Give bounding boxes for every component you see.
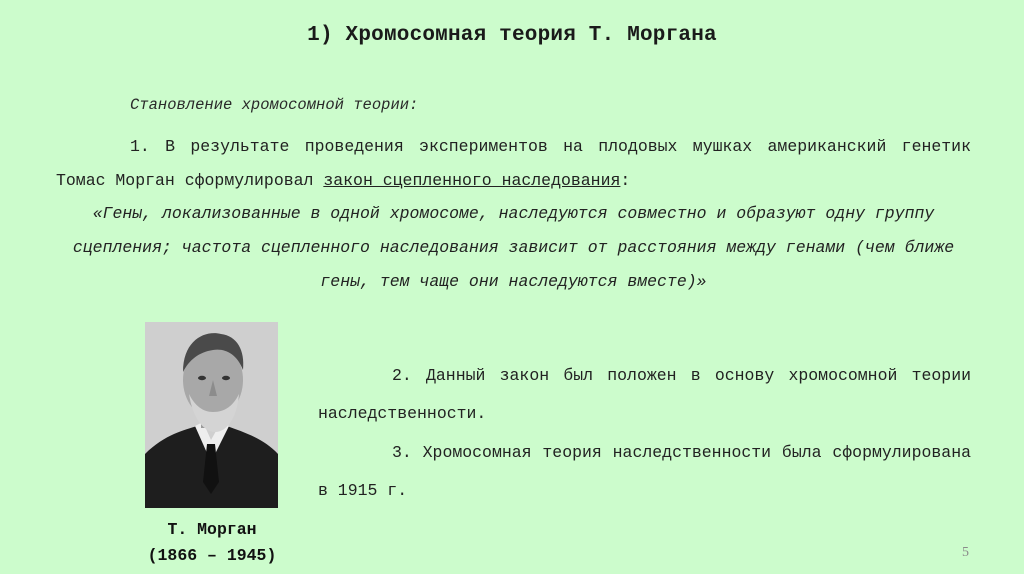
caption-years: (1866 – 1945)	[147, 546, 277, 565]
paragraph-3: 3. Хромосомная теория наследственности была сформулирована в 1915 г.	[318, 443, 971, 500]
paragraph-1	[56, 130, 971, 198]
law-quote: «Гены, локализованные в одной хромосоме, наследуются совместно и образуют одну группу сцепления; частота сцепленного наследования зависит от расстояния между генами (чем ближе гены, тем чаще они наследуются вместе)»	[72, 204, 955, 291]
caption-name: Т. Морган	[167, 520, 257, 539]
law-name-underlined: закон сцепленного наследования	[323, 171, 621, 190]
page-number: 5	[962, 545, 969, 560]
paragraph-2: 2. Данный закон был положен в основу хромосомной теории наследственности.	[318, 366, 971, 423]
paragraph-1-text: 1. В результате проведения экспериментов на плодовых мушках американский генетик Томас Морган сформулировал	[56, 137, 971, 190]
slide-title: 1) Хромосомная теория Т. Моргана	[307, 24, 717, 47]
morgan-portrait	[145, 322, 278, 508]
subheading: Становление хромосомной теории:	[130, 96, 419, 114]
paragraph-1-colon: :	[620, 171, 631, 190]
portrait-caption	[142, 517, 282, 569]
